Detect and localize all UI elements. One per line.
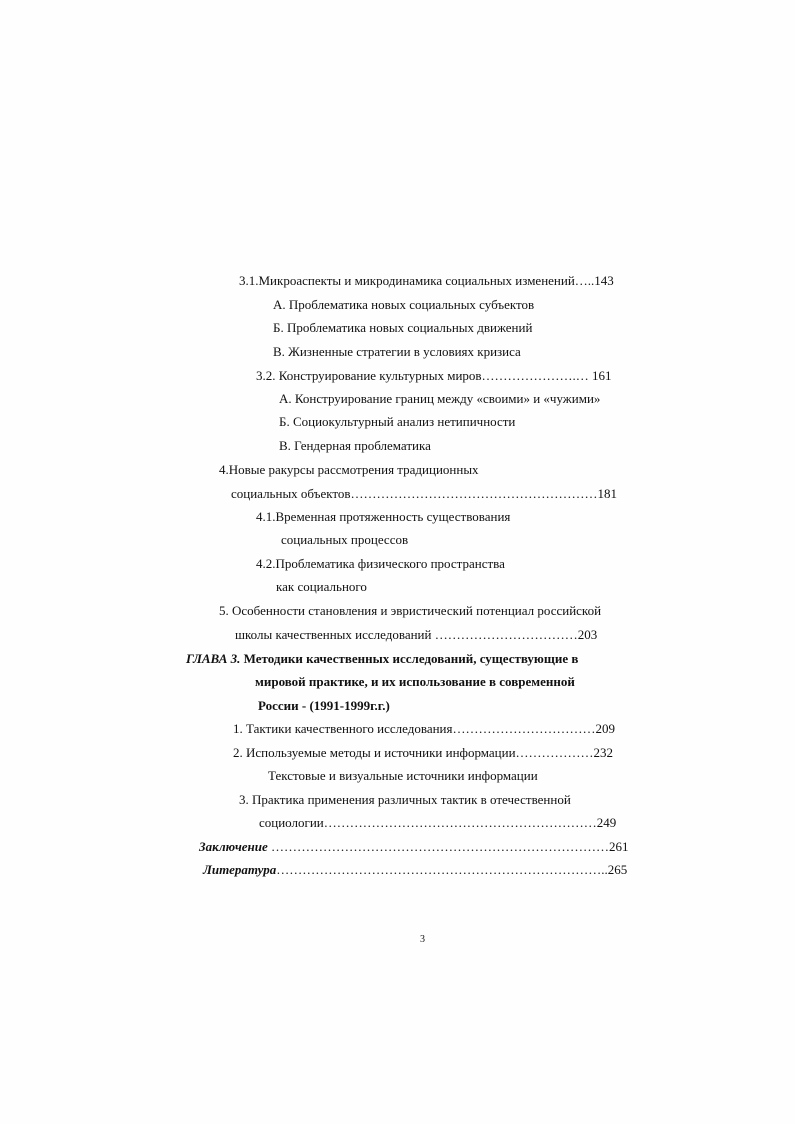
toc-entry-4-1: 4.1.Временная протяженность существования xyxy=(256,509,511,524)
toc-entry-3-1-a: А. Проблематика новых социальных субъектов xyxy=(273,297,535,312)
toc-entry-5: 5. Особенности становления и эвристический потенциал российской xyxy=(219,603,602,618)
toc-entry-3-2: 3.2. Конструирование культурных миров………………….… 161 xyxy=(256,368,612,383)
literature-page: …………………………………………………………………..265 xyxy=(276,862,628,877)
toc-entry-ch3-3-cont: социологии………………………………………………………249 xyxy=(259,815,617,830)
toc-entry-4: 4.Новые ракурсы рассмотрения традиционных xyxy=(219,462,479,477)
chapter-3-heading xyxy=(186,651,578,667)
toc-entry-4-2: 4.2.Проблематика физического пространства xyxy=(256,556,505,571)
toc-entry-ch3-2-cont: Текстовые и визуальные источники информации xyxy=(268,768,538,783)
toc-entry-4-1-cont: социальных процессов xyxy=(281,532,409,547)
toc-entry-3-2-c: В. Гендерная проблематика xyxy=(279,438,431,453)
toc-entry-3-2-b: Б. Социокультурный анализ нетипичности xyxy=(279,414,516,429)
conclusion-page: ……………………………………………………………………261 xyxy=(267,839,629,854)
chapter-3-title-line1: Методики качественных исследований, существующие в xyxy=(240,651,579,666)
chapter-3-label: ГЛАВА 3. xyxy=(186,651,241,666)
toc-entry-3-1-c: В. Жизненные стратегии в условиях кризиса xyxy=(273,344,521,359)
chapter-3-title-line2: мировой практике, и их использование в современной xyxy=(255,674,575,689)
toc-entry-ch3-3: 3. Практика применения различных тактик в отечественной xyxy=(239,792,571,807)
toc-entry-ch3-2: 2. Используемые методы и источники информации………………232 xyxy=(233,745,614,760)
toc-entry-4-2-cont: как социального xyxy=(276,579,367,594)
toc-entry-literature xyxy=(203,862,627,878)
chapter-3-title-line3: России - (1991-1999г.г.) xyxy=(258,698,390,713)
toc-entry-4-cont: социальных объектов…………………………………………………181 xyxy=(231,486,618,501)
toc-entry-ch3-1: 1. Тактики качественного исследования……………………………209 xyxy=(233,721,615,736)
literature-label: Литература xyxy=(203,862,277,877)
conclusion-label: Заключение xyxy=(199,839,268,854)
toc-entry-3-1-b: Б. Проблематика новых социальных движений xyxy=(273,320,533,335)
toc-entry-conclusion xyxy=(199,839,629,855)
toc-entry-3-1: 3.1.Микроаспекты и микродинамика социальных изменений…..143 xyxy=(239,273,614,288)
page-number: 3 xyxy=(420,934,425,945)
toc-entry-3-2-a: А. Конструирование границ между «своими» и «чужими» xyxy=(279,391,601,406)
toc-entry-5-cont: школы качественных исследований ……………………………203 xyxy=(235,627,598,642)
